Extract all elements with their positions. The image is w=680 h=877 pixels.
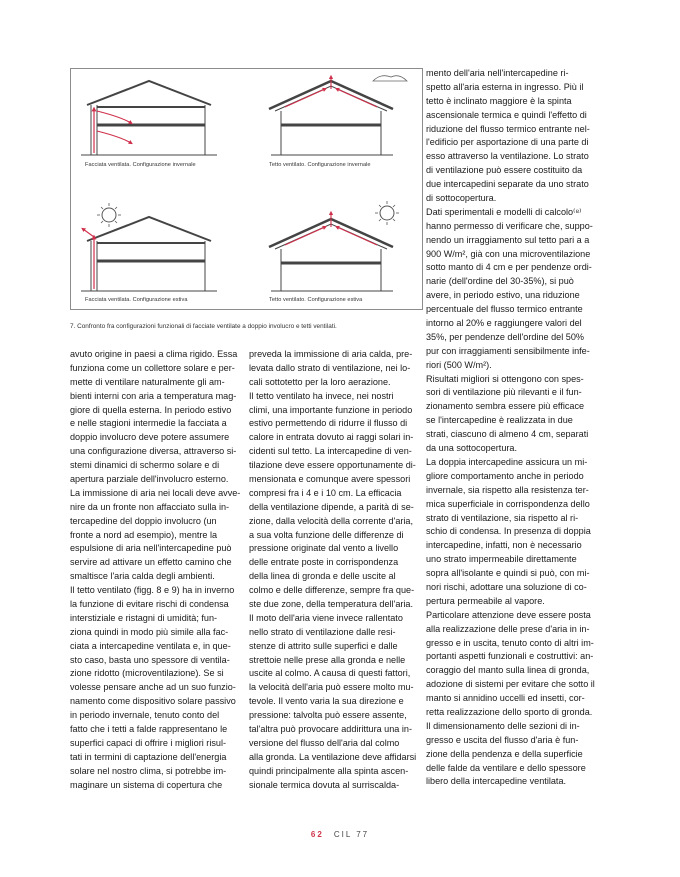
text-line: narie (dell'ordine del 30-35%), si può [426,276,574,287]
text-line: portanti aspetti funzionali e costruttivi: an- [426,651,594,662]
text-line: a sua volta funzione delle differenze di [249,529,404,540]
text-line: La immissione di aria nei locali deve avve- [70,487,241,498]
text-line: gresso e in uscita, tenuto conto di altri im- [426,637,594,648]
text-line: strato di ventilazione, sia rispetto al ri- [426,512,579,523]
text-line: delle falde da ventilare e dello spessore [426,762,586,773]
text-line: bienti interni con aria a temperatura mag- [70,390,237,401]
text-line: stenze di attrito sulle superfici e dalle [249,640,398,651]
text-line: tetto è inclinato maggiore è la spinta [426,95,572,106]
text-line: Il dimensionamento delle sezioni di in- [426,720,580,731]
text-line: Dati sperimentali e modelli di calcolo⁽⁸⁾ [426,206,582,217]
figure-caption: 7. Confronto fra configurazioni funzionali di facciate ventilate a doppio involucro e tetti ventilati. [70,323,337,330]
text-line: mento dell'aria nell'intercapedine ri- [426,68,569,78]
text-line: alla realizzazione delle prese d'aria in in- [426,623,590,634]
text-line: di sottocopertura. [426,193,497,204]
page-footer [0,830,680,839]
text-line: cali sottotetto per la loro aerazione. [249,376,391,387]
text-line: percentuale del flusso termico entrante [426,304,583,315]
text-line: in periodo invernale, tenuto conto del [70,710,220,721]
text-line: interstiziale e ristagni di umidità; fun- [70,612,218,623]
text-line: fronte a nord ad esempio), mentre la [70,529,218,540]
text-line: sori di ventilazione più rilevanti e il fun- [426,387,582,398]
text-line: volesse pensare anche ad un suo funzio- [70,682,236,693]
text-line: zione della pendenza e della superficie [426,748,583,759]
panel-roof-winter [269,76,407,155]
text-line: esso attraverso la ventilazione. Lo strato [426,151,589,162]
text-line: sionale termica dovuta al surriscalda- [249,779,400,790]
panel-label-roof-summer: Tetto ventilato. Configurazione estiva [269,297,363,303]
text-line: delle entrate poste in corrispondenza [249,557,399,568]
journal-name: CIL 77 [333,830,370,839]
panel-facade-winter [81,81,217,155]
text-line: tilazione deve essere opportunamente di- [249,460,416,471]
text-line: gresso e uscita del flusso d'aria è fun- [426,734,579,745]
panel-label-facade-winter: Facciata ventilata. Configurazione invernale [85,162,196,168]
text-line: la velocità dell'aria può essere molto mu- [249,682,414,693]
text-line: manto si annidino uccelli ed insetti, cor- [426,693,585,704]
text-line: intercapedine, infatti, non è necessario [426,540,582,551]
text-line: climi, una importante funzione in periodo [249,404,413,415]
text-line: nire da un fronte non affacciato sulla in- [70,501,230,512]
text-line: sotto manto di 4 cm e per pendenze ordi- [426,262,592,273]
text-line: schio di condensa. In presenza di doppia [426,526,591,537]
page-number: 62 [310,830,324,839]
text-column-1 [70,348,240,793]
text-line: ste due zone, della temperatura dell'aria. [249,599,414,610]
text-line: uno strato impermeabile direttamente [426,554,577,565]
text-line: versione del flusso dell'aria dal colmo [249,737,400,748]
text-line: pur con irraggiamenti sensibilmente infe- [426,345,590,356]
text-line: tercapedine del doppio involucro (un [70,515,217,526]
text-line: compresi fra i 4 e i 10 cm. La efficacia [249,487,402,498]
text-line: solare nel nostro clima, si potrebbe im- [70,765,227,776]
text-line: di ventilazione può essere costituito da [426,165,583,176]
text-line: maginare un sistema di copertura che [70,779,223,790]
text-line: Particolare attenzione deve essere posta [426,609,591,620]
text-line: espulsione di aria nell'intercapedine può [70,543,232,554]
text-line: doppio involucro deve potere assumere [70,432,230,443]
text-column-2 [249,348,419,793]
text-line: libero della intercapedine ventilata. [426,776,567,787]
text-line: zionamento sembra essere più efficace [426,401,585,412]
text-line: gliore comportamento anche in periodo [426,470,584,481]
text-line: calore in entrata dovuto ai raggi solari in- [249,432,414,443]
text-line: 35%, per pendenze dell'ordine del 50% [426,331,584,342]
text-line: nori rischi, adottare una soluzione di co- [426,581,587,592]
text-line: l'edificio per asportazione di una parte di [426,137,589,148]
text-line: apertura parziale dell'involucro esterno. [70,474,229,485]
panel-facade-summer [81,203,217,291]
text-line: ascensionale termica e quindi l'effetto di [426,109,587,120]
text-line: preveda la immissione di aria calda, pre- [249,349,413,359]
text-line: sopra all'isolante e quindi si può, con mi- [426,568,590,579]
text-line: coraggio del manto sulla linea di gronda, [426,665,590,676]
text-line: retta realizzazione dello sporto di gronda. [426,706,593,717]
text-line: nendo un irraggiamento sul tetto pari a a [426,234,590,245]
text-line: 900 W/m², già con una microventilazione [426,248,591,259]
text-line: sto caso, basta uno spessore di ventila- [70,654,230,665]
text-line: adozione di sistemi per evitare che sotto il [426,679,595,690]
text-line: servire ad attivare un effetto camino che [70,557,232,568]
text-line: tati in termini di captazione dell'energia [70,751,227,762]
text-line: la funzione di evitare rischi di condensa [70,599,229,610]
text-line: una configurazione diversa, attraverso si- [70,446,237,457]
text-line: se l'intercapedine è realizzata in due [426,415,573,426]
text-line: ciata a intercapedine ventilata e, in que- [70,640,231,651]
text-line: Il tetto ventilato ha invece, nei nostri [249,390,394,401]
text-line: della ventilazione dipende, a parità di se- [249,501,414,512]
panel-label-roof-winter: Tetto ventilato. Configurazione invernale [269,162,371,168]
text-line: giore di quella esterna. In periodo estivo [70,404,232,415]
text-line: riori (500 W/m²). [426,359,492,370]
text-line: nello strato di ventilazione dalle resi- [249,626,396,637]
text-line: funziona come un collettore solare e per- [70,362,235,373]
text-line: da una sottocopertura. [426,443,517,454]
figure-box [70,68,423,310]
text-line: uscite al colmo. A causa di questi fattori, [249,668,411,679]
text-line: intorno al 20% e raggiungere valori del [426,318,582,329]
text-line: zione ridotto (microventilazione). Se si [70,668,224,679]
text-line: invernale, sia rispetto alla resistenza ter- [426,484,589,495]
text-line: smaltisce l'aria calda degli ambienti. [70,571,215,582]
text-line: mica superficiale in corrispondenza dello [426,498,590,509]
text-line: strati, ciascuno di almeno 4 cm, separati [426,429,589,440]
text-line: namento come dispositivo solare passivo [70,696,236,707]
text-line: riduzione del flusso termico entrante nel- [426,123,590,134]
text-line: avere, in periodo estivo, una riduzione [426,290,580,301]
text-line: estivo permettendo di ridurre il flusso di [249,418,408,429]
text-line: pressione originate dal vento a livello [249,543,399,554]
text-line: quindi principalmente alla spinta ascen- [249,765,409,776]
text-column-3 [426,67,606,789]
text-line: tal'altra può provocare addirittura una in- [249,724,412,735]
text-line: colmo e delle differenze, sempre fra que- [249,585,415,596]
text-line: alla gronda. La ventilazione deve affidarsi [249,751,417,762]
text-line: superfici capaci di offrire i migliori risul- [70,737,226,748]
text-line: ziona quindi in modo più simile alla fac- [70,626,229,637]
text-line: tevole. Il vento varia la sua direzione e [249,696,404,707]
text-line: La doppia intercapedine assicura un mi- [426,456,588,467]
text-line: zione, dalla velocità della corrente d'aria, [249,515,414,526]
figure-illustration [71,69,424,311]
panel-roof-summer [269,201,399,291]
text-line: pertura permeabile al vapore. [426,595,545,606]
text-line: pressione: talvolta può essere assente, [249,710,407,721]
text-line: e nelle stagioni intermedie la facciata a [70,418,227,429]
text-line: hanno permesso di verificare che, suppo- [426,220,593,231]
text-line: Il moto dell'aria viene invece rallentato [249,612,403,623]
text-line: avuto origine in paesi a clima rigido. Essa [70,349,238,359]
text-line: Risultati migliori si ottengono con spes- [426,373,584,384]
text-line: della linea di gronda e delle uscite al [249,571,396,582]
text-line: mensionata e comunque avere spessori [249,474,411,485]
text-line: Il tetto ventilato (figg. 8 e 9) ha in inverno [70,585,235,596]
text-line: strettoie nelle prese alla gronda e nelle [249,654,406,665]
text-line: cidenti sul tetto. La intercapedine di ven- [249,446,412,457]
text-line: fatto che i tetti a falde rappresentano le [70,724,228,735]
panel-label-facade-summer: Facciata ventilata. Configurazione estiva [85,297,188,303]
text-line: due intercapedini separate da uno strato [426,179,589,190]
text-line: mette di ventilare naturalmente gli am- [70,376,225,387]
text-line: stemi dinamici di schermo solare e di [70,460,220,471]
text-line: spetto all'aria esterna in ingresso. Più il [426,81,584,92]
text-line: levata dallo strato di ventilazione, nei lo- [249,362,411,373]
